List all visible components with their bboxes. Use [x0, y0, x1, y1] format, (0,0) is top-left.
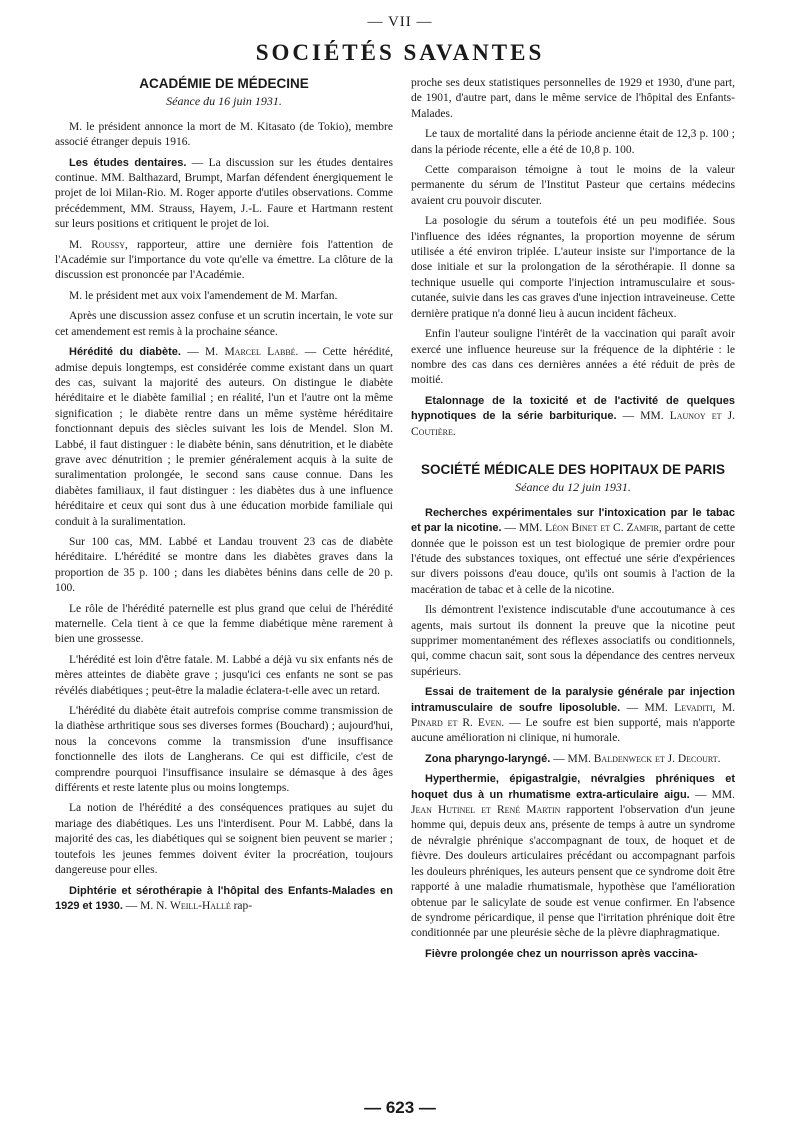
paragraph: M. Roussy, rapporteur, attire une dernière fois l'attention de l'Académie sur l'importance du vote qu'elle va émettre. La clôture de la discussion est prononcée par l'Académie. [55, 238, 393, 282]
author-name: — MM. Levaditi, M. Pinard et R. Even. [411, 701, 735, 730]
paragraph: Le rôle de l'hérédité paternelle est plus grand que celui de l'hérédité maternelle. Cela tient à ce que la femme diabétique mène rarement à bien une grossesse. [55, 602, 393, 646]
author-name: — M. Marcel Labbé. [180, 346, 299, 359]
item-title: Zona pharyngo-laryngé. [425, 752, 551, 765]
paragraph: Enfin l'auteur souligne l'intérêt de la vaccination qui paraît avoir exercé une influence heureuse sur la fréquence de la diphtérie : le nombre des cas dans ces dernières années a été réduit de près de moitié. [411, 328, 735, 387]
paragraph: Les études dentaires. — La discussion sur les études dentaires continue. MM. Balthazard, Brumpt, Marfan défendent énergiquement le projet de loi Milan-Rio. M. Roger apporte d'utiles observations. Comme précédemment, MM. Strauss, Hayem, J.-L. Faure et Hartmann restent sur leurs positions et critiquent le projet de loi. [55, 156, 393, 231]
paragraph [411, 394, 735, 440]
paragraph [411, 752, 735, 767]
paragraph: M. le président met aux voix l'amendement de M. Marfan. [69, 289, 338, 302]
section-heading-hopitaux: SOCIÉTÉ MÉDICALE DES HOPITAUX DE PARIS [420, 461, 726, 477]
folio-roman: — VII — [367, 14, 433, 30]
item-title: Recherches expérimentales sur l'intoxication par le tabac et par la nicotine. [411, 506, 735, 535]
item-title: Diphtérie et sérothérapie à l'hôpital des Enfants-Malades en 1929 et 1930. [55, 884, 393, 912]
paragraph: Diphtérie et sérothérapie à l'hôpital des Enfants-Malades en 1929 et 1930. — M. N. Weill-Hallé rap- [55, 884, 393, 912]
author-name: — MM. Jean Hutinel et René Martin [411, 788, 735, 817]
paragraph: Recherches expérimentales sur l'intoxication par le tabac et par la nicotine. — MM. Léon Binet et C. Zamfir, partant de cette donnée que le poisson est un test biologique de premier ordre pour l'étude des substances toxiques, ont effectué une série d'expériences sur divers poissons d'eau douce, qu'ils ont soumis à l'action de la macération de tabac et à celle de la nicotine. [411, 506, 735, 596]
page-title: SOCIÉTÉS SAVANTES [255, 40, 545, 65]
item-title: Hyperthermie, épigastralgie, névralgies phréniques et hoquet dus à un rhumatisme extra-articulaire aigu. [411, 773, 735, 801]
author-name: M. Roussy [69, 238, 126, 251]
seance-date: Séance du 16 juin 1931. [166, 94, 282, 109]
paragraph: proche ses deux statistiques personnelles de 1929 et 1930, d'une part, de 1901, d'autre part, dans le même service de l'hôpital des Enfants-Malades. [411, 77, 735, 120]
author-name: — MM. Launoy et J. Coutière. [411, 410, 735, 438]
paragraph: Sur 100 cas, MM. Labbé et Landau trouvent 23 cas de diabète héréditaire. L'hérédité se montre dans les diabètes graves dans la proportion de 35 p. 100 ; dans les diabètes bénins dans celle de 20 p. 100. [55, 535, 393, 595]
paragraph: La posologie du sérum a toutefois été un peu modifiée. Sous l'influence des idées régnantes, la proportion moyenne de sérum utilisée a été environ triplée. L'auteur insiste sur l'importance de la dose initiale et sur la prolongation de la sérothérapie. Il donne sa technique usuelle qui comporte l'injection intramusculaire et sous-cutanée, suivie dans les cas graves d'une injection intraveineuse. Cette dernière pratique n'a donné lieu à aucun incident fâcheux. [411, 215, 735, 320]
page-number: — 623 — [364, 1098, 436, 1117]
paragraph: L'hérédité du diabète était autrefois comprise comme transmission de la diathèse arthritique sous ses diverses formes (Bouchard) ; aujourd'hui, nous la concevons comme la transmission d'une insuffisance fonctionnelle des ilots de Langherans. Ce qui est difficile, c'est de comprendre pourquoi l'insuffisance insulaire se démasque à des âges différents et reste latente plus ou moins longtemps. [55, 705, 393, 795]
item-title: Hérédité du diabète. [69, 346, 181, 359]
paragraph: Hyperthermie, épigastralgie, névralgies phréniques et hoquet dus à un rhumatisme extra-articulaire aigu. — MM. Jean Hutinel et René Martin rapportent l'observation d'un jeune homme qui, depuis deux ans, présente de temps à autre un syndrome de névralgie phrénique s'accompagnant de toux, de hoquet et de fièvre. Des douleurs articulaires précédant ou accompagnant parfois les douleurs phréniques, les auteurs pensent que ce syndrome doit être rapporté à une maladie rhumatismale, hypothèse que l'amélioration obtenue par le salicylate de soude est venue confirmer. En l'absence de syndrome péricardique, il pense que l'irritation phrénique doit être conditionnée par une pleurésie sèche de la plèvre diaphragmatique. [411, 773, 735, 940]
section-hopitaux [411, 462, 735, 496]
paragraph [411, 947, 735, 962]
item-title: Etalonnage de la toxicité et de l'activité de quelques hypnotiques de la série barbiturique. [411, 394, 735, 423]
seance-date: Séance du 12 juin 1931. [515, 480, 631, 495]
right-column [411, 76, 735, 967]
author-name: — MM. Baldenweck et J. Decourt. [550, 752, 721, 765]
paragraph: Après une discussion assez confuse et un scrutin incertain, le vote sur cet amendement est remis à la prochaine séance. [55, 310, 393, 338]
item-title: Essai de traitement de la paralysie générale par injection intramusculaire de soufre liposoluble. [411, 686, 735, 714]
item-title: Fièvre prolongée chez un nourrisson après vaccina- [425, 947, 698, 960]
paragraph: Cette comparaison témoigne à tout le moins de la valeur permanente du sérum de l'Institut Pasteur que certains médecins avaient cru pouvoir discuter. [411, 164, 735, 207]
paragraph: Ils démontrent l'existence indiscutable d'une accoutumance à ces agents, mais surtout ils donnent la preuve que la nicotine peut supprimer momentanément des réflexes associatifs ou conditionnels, qui, comme chacun sait, sont sous la dépendance des centres nerveux supérieurs. [411, 604, 735, 678]
paragraph: Hérédité du diabète. — M. Marcel Labbé. — Cette hérédité, admise depuis longtemps, est considérée comme existant dans un quart des cas, suivant la majorité des auteurs. On distingue le diabète héréditaire et le diabète familial ; en réalité, l'un et l'autre ont la même signification ; le diabète rentre dans un même système héréditaire fonctionnant depuis des siècles suivant les lois de Mendel. Slon M. Labbé, il faut distinguer : le diabète bénin, sans dénutrition, et le diabète grave avec dénutrition ; le premier généralement acquis à la suite de suralimentation prolongée, le second sans cause connue. Dans les diabètes familiaux, il faut distinguer : les diabètes dus à une influence héréditaire et ceux qui sont dus à une éducation morbide familiale qui conduit à la suralimentation. [55, 346, 393, 528]
paragraph: L'hérédité est loin d'être fatale. M. Labbé a déjà vu six enfants nés de mères atteintes de diabète grave ; jusqu'ici ces enfants ne sont se pas révélés diabétiques ; peut-être la maladie éclatera-t-elle avec un retard. [55, 653, 393, 697]
paragraph: Le taux de mortalité dans la période ancienne était de 12,3 p. 100 ; dans la période récente, elle a été de 10,8 p. 100. [411, 128, 735, 156]
item-title: Les études dentaires. [69, 156, 187, 169]
paragraph: Essai de traitement de la paralysie générale par injection intramusculaire de soufre liposoluble. — MM. Levaditi, M. Pinard et R. Even. — Le soufre est bien supporté, mais n'apporte aucune amélioration ni clinique, ni humorale. [411, 686, 736, 745]
author-name: — MM. Léon Binet et C. Zamfir [501, 522, 659, 535]
section-heading-academie: ACADÉMIE DE MÉDECINE [139, 76, 309, 91]
author-name: — M. N. Weill-Hallé [122, 899, 231, 912]
paragraph: La notion de l'hérédité a des conséquences pratiques au sujet du mariage des diabétiques. Les uns l'interdisent. Pour M. Labbé, dans la majorité des cas, les diabétiques qui se soignent bien peuvent se marier ; toutefois les jeunes femmes doivent éviter la procréation, toujours dangereuse pour elles. [55, 802, 393, 877]
left-column [55, 76, 393, 919]
paragraph: M. le président annonce la mort de M. Kitasato (de Tokio), membre associé étranger depuis 1916. [55, 120, 393, 149]
